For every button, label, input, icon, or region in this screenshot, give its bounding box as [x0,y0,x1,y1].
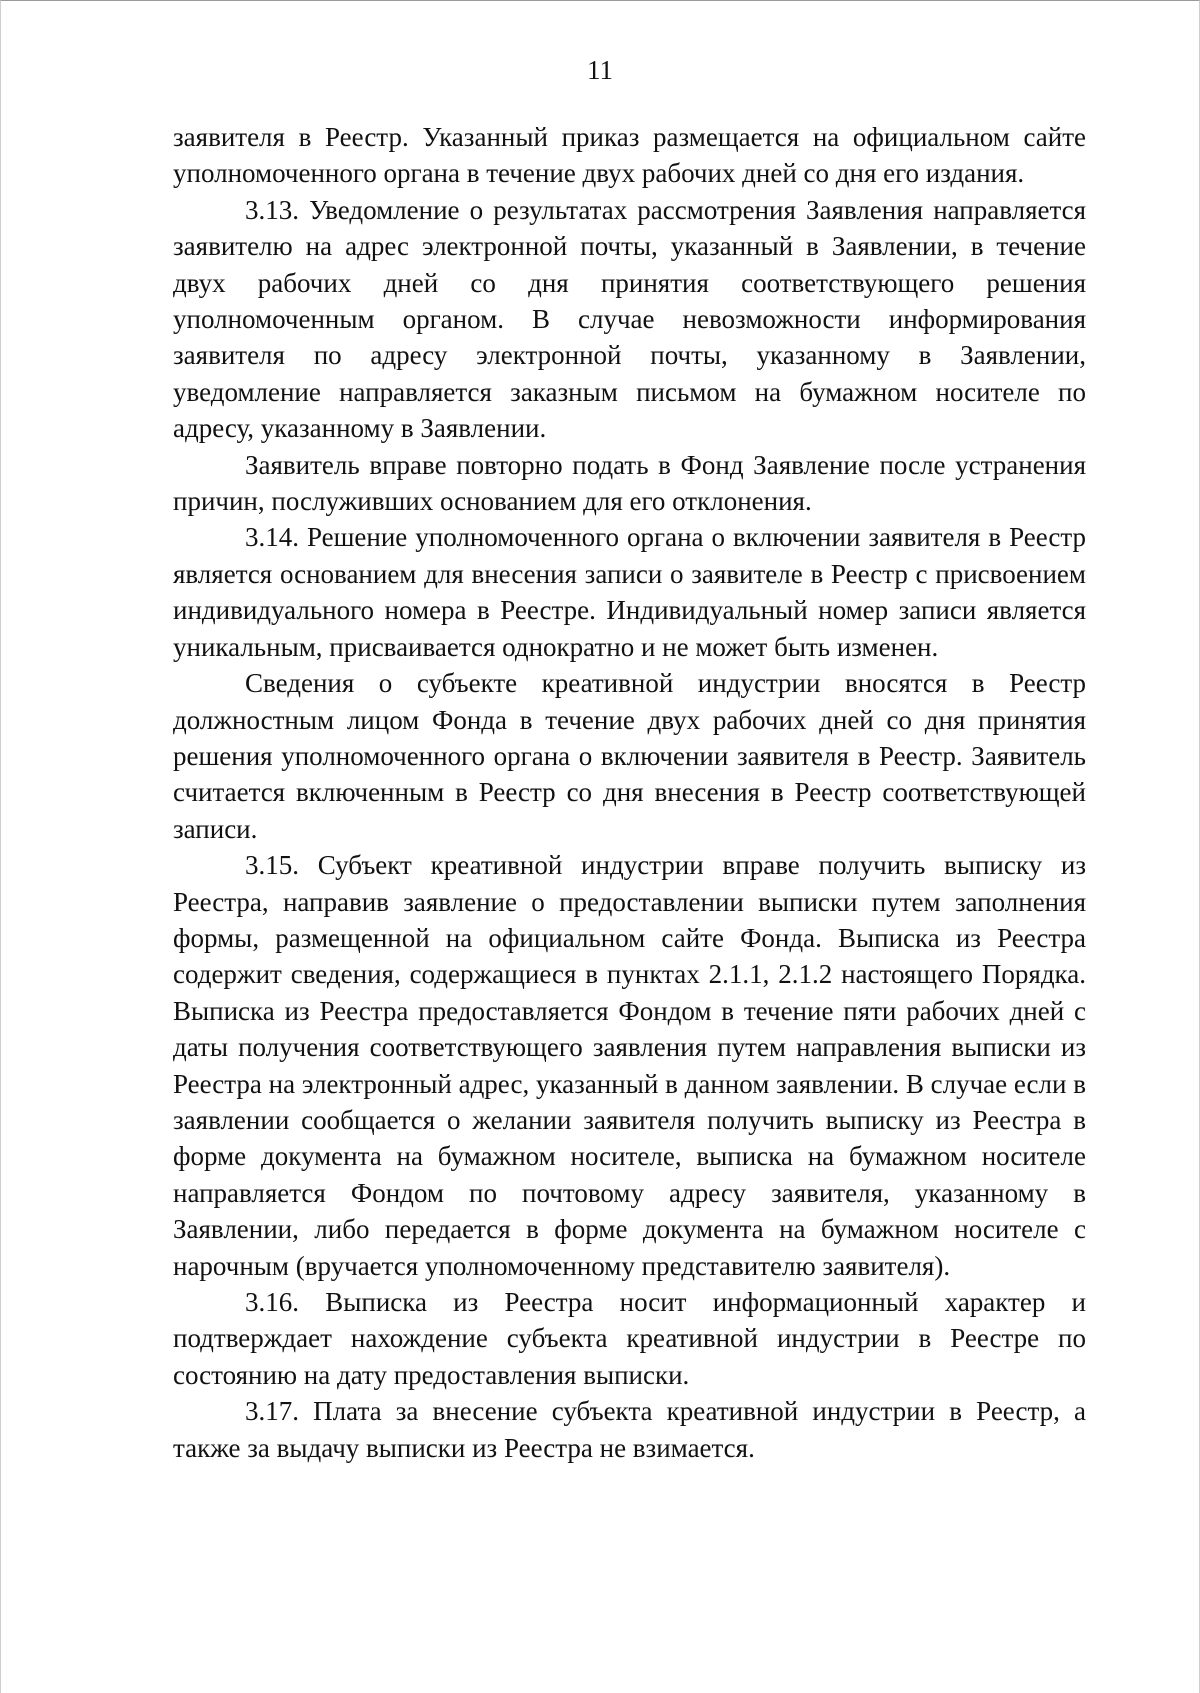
paragraph-registry-entry: Сведения о субъекте креативной индустрии вносятся в Реестр должностным лицом Фонда в течение двух рабочих дней со дня принятия решения уполномоченного органа о включении заявителя в Реестр. Заявитель считается включенным в Реестр со дня внесения в Реестр соответствующей записи. [173,668,1086,844]
page-number: 11 [587,55,613,85]
paragraph-continuation: заявителя в Реестр. Указанный приказ размещается на официальном сайте уполномоченного органа в течение двух рабочих дней со дня его издания. [173,122,1086,189]
paragraph-3-14: 3.14. Решение уполномоченного органа о включении заявителя в Реестр является основанием для внесения записи о заявителе в Реестр с присвоением индивидуального номера в Реестре. Индивидуальный номер записи является уникальным, присваивается однократно и не может быть изменен. [173,522,1086,662]
paragraph-3-16: 3.16. Выписка из Реестра носит информационный характер и подтверждает нахождение субъекта креативной индустрии в Реестре по состоянию на дату предоставления выписки. [173,1287,1086,1390]
paragraph-3-17: 3.17. Плата за внесение субъекта креативной индустрии в Реестр, а также за выдачу выписки из Реестра не взимается. [173,1396,1086,1463]
paragraph-resubmission: Заявитель вправе повторно подать в Фонд Заявление после устранения причин, послуживших основанием для его отклонения. [173,449,1086,517]
paragraph-3-15: 3.15. Субъект креативной индустрии вправе получить выписку из Реестра, направив заявление о предоставлении выписки путем заполнения формы, размещенной на официальном сайте Фонда. Выписка из Реестра содержит сведения, содержащиеся в пунктах 2.1.1, 2.1.2 настоящего Порядка. Выписка из Реестра предоставляется Фондом в течение пяти рабочих дней с даты получения соответствующего заявления путем направления выписки из Реестра на электронный адрес, указанный в данном заявлении. В случае если в заявлении сообщается о желании заявителя получить выписку из Реестра в форме документа на бумажном носителе, выписка на бумажном носителе направляется Фондом по почтовому адресу заявителя, указанному в Заявлении, либо передается в форме документа на бумажном носителе с нарочным (вручается уполномоченному представителю заявителя). [173,850,1086,1281]
document-body [173,119,1086,1466]
paragraph-3-13: 3.13. Уведомление о результатах рассмотрения Заявления направляется заявителю на адрес электронной почты, указанный в Заявлении, в течение двух рабочих дней со дня принятия соответствующего решения уполномоченным органом. В случае невозможности информирования заявителя по адресу электронной почты, указанному в Заявлении, уведомление направляется заказным письмом на бумажном носителе по адресу, указанному в Заявлении. [173,194,1086,444]
